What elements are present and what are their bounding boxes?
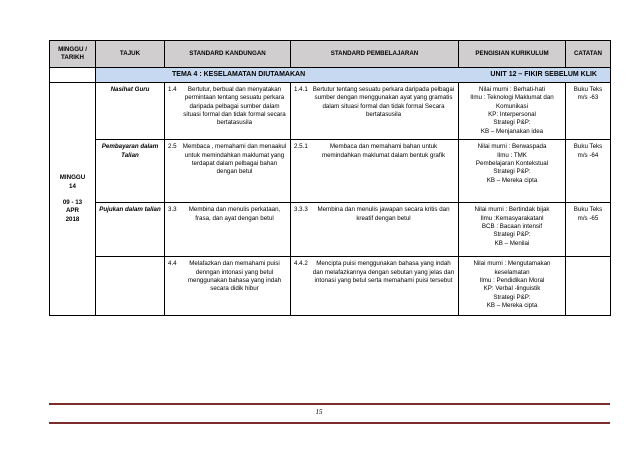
- header-pengisian-kurikulum: PENGISIAN KURIKULUM: [459, 41, 566, 68]
- pk-cell: [459, 140, 566, 203]
- footer-rule-top: [49, 403, 610, 405]
- sp-cell: [291, 257, 459, 316]
- sp-text: Membina dan menulis jawapan secara kritis dan kreatif dengan betul: [317, 206, 450, 222]
- pk-line: Strategi P&P:: [493, 293, 531, 301]
- header-standard-kandungan: STANDARD KANDUNGAN: [165, 41, 291, 68]
- sp-number: 2.5.1: [294, 143, 308, 151]
- pk-line: Nilai murni : Mengutamakan keselamatan: [473, 260, 551, 276]
- pk-line: Nilai murni : Berwaspada: [477, 143, 547, 151]
- week-number: 14: [69, 182, 76, 190]
- table-row: [50, 203, 611, 257]
- pk-line: Strategi P&P:: [493, 231, 531, 239]
- sk-number: 3.3: [168, 206, 177, 214]
- week-cell: [50, 83, 96, 316]
- table-row: [50, 83, 611, 140]
- pk-line: Ilmu :Kemasyarakatanl: [480, 214, 544, 222]
- catatan-cell: Buku Teks m/s -64: [566, 140, 611, 203]
- sk-cell: [165, 140, 291, 203]
- pk-line: KB – Menjanakan idea: [480, 127, 544, 135]
- pk-line: Nilai murni : Bertindak bijak: [474, 206, 550, 214]
- table-row: [50, 257, 611, 316]
- pk-cell: [459, 83, 566, 140]
- pk-line: Ilmu : Pendidikan Moral: [479, 276, 545, 284]
- sk-cell: [165, 257, 291, 316]
- header-catatan: CATATAN: [566, 41, 611, 68]
- sk-text: Melafazkan dan memahami puisi denngan intonasi yang betul menggunakan bahasa yang indah secara didik hibur: [187, 260, 282, 293]
- sp-number: 1.4.1: [294, 86, 308, 93]
- pk-line: Nilai murni : Berhati-hati: [478, 86, 546, 93]
- theme-row: [50, 68, 611, 83]
- sp-text: Mencipta puisi menggunakan bahasa yang indah dan melafazkannya dengan sebutan yang jelas dan intonasi yang betul serta memahami puisi tersebut: [312, 260, 455, 284]
- sp-number: 4.4.2: [294, 260, 308, 268]
- header-row: [50, 41, 611, 68]
- week-label: MINGGU: [59, 174, 86, 182]
- tajuk-cell: Pujukan dalam talian: [96, 203, 165, 257]
- sp-cell: [291, 140, 459, 203]
- pk-line: KP: Verbal -linguistik: [483, 285, 541, 293]
- catatan-cell: [566, 257, 611, 316]
- theme-spacer: [50, 68, 96, 83]
- header-tajuk: TAJUK: [96, 41, 165, 68]
- header-minggu: MINGGU / TARIKH: [50, 41, 96, 68]
- unit-title: UNIT 12 – FIKIR SEBELUM KLIK: [490, 71, 597, 78]
- sp-cell: [291, 83, 459, 140]
- theme-cell: [96, 68, 611, 83]
- catatan-cell: Buku Teks m/s -65: [566, 203, 611, 257]
- pk-line: KP: Interpersonal: [488, 111, 536, 119]
- pk-line: KB – Mereka cipta: [486, 176, 538, 184]
- lesson-plan-table: [49, 40, 611, 316]
- table-row: [50, 140, 611, 203]
- pk-line: Pembelajaran Kontekstual: [475, 159, 549, 167]
- pk-line: BCB : Bacaan intensif: [481, 222, 543, 230]
- sk-text: Membina dan menulis perkataan, frasa, dan ayat dengan betul: [188, 206, 281, 222]
- sk-text: Membaca , memahami dan menaakul untuk memindahkan maklumat yang terdapat dalam pelbagai bahan dengan betul: [182, 143, 287, 176]
- tajuk-cell: Nasihat Guru: [96, 83, 165, 140]
- pk-line: Ilmu : TMK: [497, 151, 527, 159]
- sp-cell: [291, 203, 459, 257]
- week-dates: 09 - 13: [62, 198, 83, 206]
- theme-title: TEMA 4 : KESELAMATAN DIUTAMAKAN: [172, 71, 306, 78]
- pk-cell: [459, 257, 566, 316]
- catatan-cell: Buku Teks m/s -63: [566, 83, 611, 140]
- sk-cell: [165, 83, 291, 140]
- pk-line: Strategi P&P:: [493, 119, 531, 127]
- tajuk-cell: [96, 257, 165, 316]
- sk-text: Bertutur, berbual dan menyatakan permintaan tentang sesuatu perkara daripada pelbagai sumber dalam situasi formal dan tidak formal secara bertatasusila: [183, 86, 286, 127]
- tajuk-cell: Pembayaran dalam Talian: [96, 140, 165, 203]
- sk-number: 1.4: [168, 86, 177, 93]
- pk-line: KB – Menilai: [494, 239, 530, 247]
- sk-number: 4.4: [168, 260, 177, 268]
- sk-number: 2.5: [168, 143, 177, 151]
- pk-line: Strategi P&P:: [493, 168, 531, 176]
- week-year: 2018: [65, 215, 80, 223]
- pk-line: KB – Mereka cipta: [486, 301, 538, 309]
- pk-line: Ilmu : Teknologi Maklumat dan Komunikasi: [470, 94, 554, 110]
- sp-text: Membaca dan memahami bahan untuk memindahkan maklumat dalam bentuk grafik: [321, 143, 446, 159]
- sp-number: 3.3.3: [294, 206, 308, 214]
- week-month: APR: [65, 207, 80, 215]
- sk-cell: [165, 203, 291, 257]
- footer-rule-bottom: [49, 422, 610, 424]
- pk-cell: [459, 203, 566, 257]
- page-number: 15: [315, 408, 323, 416]
- header-standard-pembelajaran: STANDARD PEMBELAJARAN: [291, 41, 459, 68]
- sp-text: Bertutur tentang sesuatu perkara daripada pelbagai sumber dengan menggunakan ayat yang gramatis dalam situasi formal dan tidak formal Secara bertatasusila: [312, 86, 455, 119]
